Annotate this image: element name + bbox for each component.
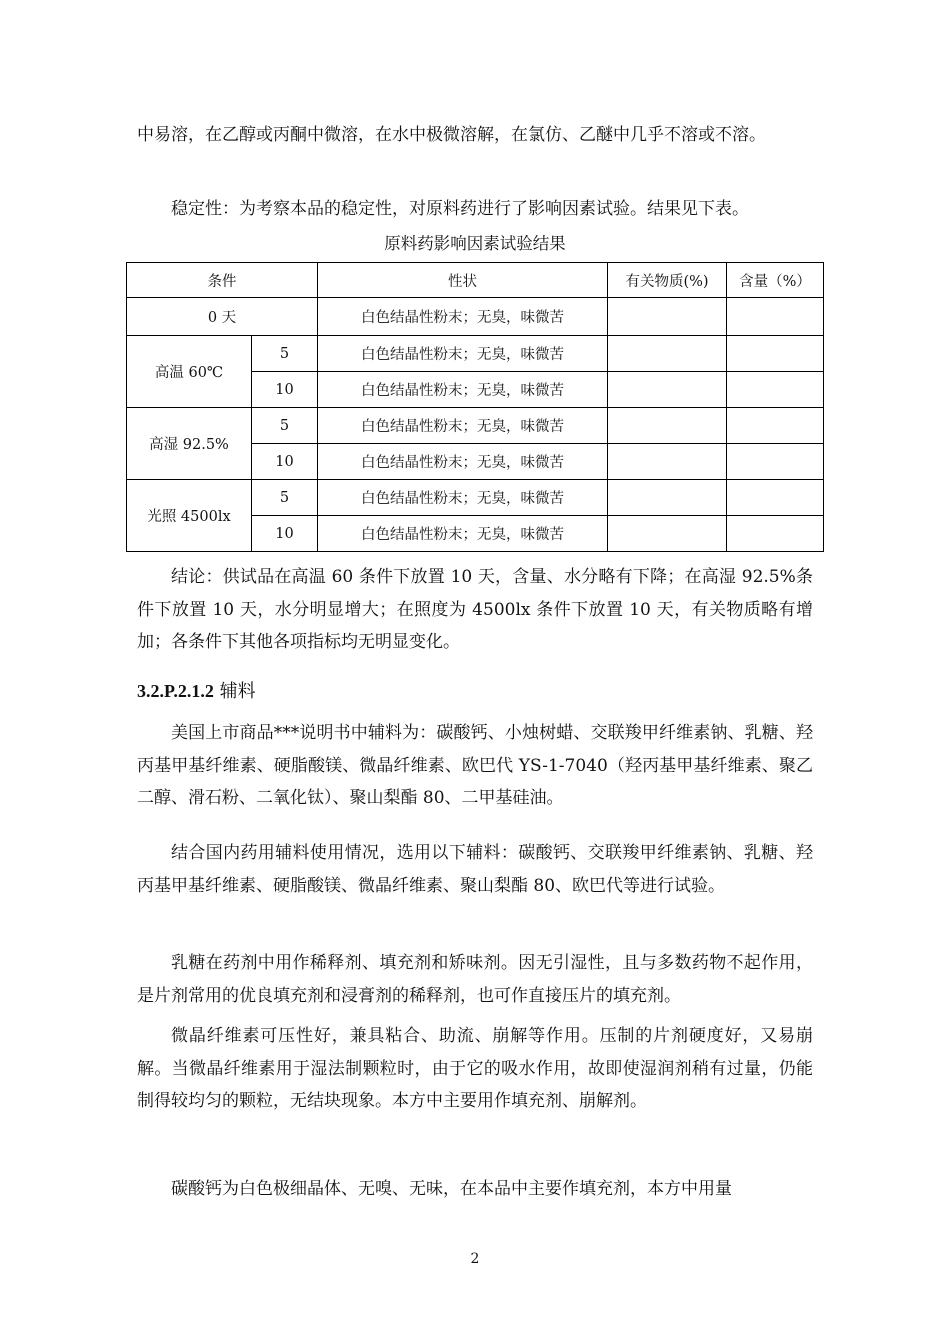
table-caption: 原料药影响因素试验结果 (384, 234, 566, 253)
header-related-substances: 有关物质(%) (608, 263, 727, 298)
header-condition: 条件 (127, 263, 318, 298)
related-cell (608, 408, 727, 444)
day-cell: 10 (252, 372, 318, 408)
appearance-cell: 白色结晶性粉末；无臭，味微苦 (318, 372, 608, 408)
content-cell (727, 298, 824, 336)
appearance-cell: 白色结晶性粉末；无臭，味微苦 (318, 298, 608, 336)
paragraph-mcc: 微晶纤维素可压性好，兼具粘合、助流、崩解等作用。压制的片剂硬度好，又易崩解。当微晶纤维素用于湿法制颗粒时，由于它的吸水作用，故即使湿润剂稍有过量，仍能制得较均匀的颗粒，无结块现象。本方中主要用作填充剂、崩解剂。 (137, 1026, 813, 1111)
paragraph-calcium-carbonate: 碳酸钙为白色极细晶体、无嗅、无味，在本品中主要作填充剂，本方中用量 (171, 1179, 732, 1199)
paragraph-selected-excipients: 结合国内药用辅料使用情况，选用以下辅料：碳酸钙、交联羧甲纤维素钠、乳糖、羟丙基甲基纤维素、硬脂酸镁、微晶纤维素、聚山梨酯 80、欧巴代等进行试验。 (137, 843, 813, 896)
content-cell (727, 444, 824, 480)
appearance-cell: 白色结晶性粉末；无臭，味微苦 (318, 516, 608, 552)
day0-label: 0 天 (127, 298, 318, 336)
paragraph-solubility: 中易溶，在乙醇或丙酮中微溶，在水中极微溶解，在氯仿、乙醚中几乎不溶或不溶。 (137, 125, 766, 145)
related-cell (608, 298, 727, 336)
day-cell: 5 (252, 480, 318, 516)
table-row (127, 480, 824, 516)
appearance-cell: 白色结晶性粉末；无臭，味微苦 (318, 444, 608, 480)
content-cell (727, 372, 824, 408)
related-cell (608, 372, 727, 408)
paragraph-stability: 稳定性：为考察本品的稳定性，对原料药进行了影响因素试验。结果见下表。 (171, 199, 749, 219)
day-cell: 10 (252, 444, 318, 480)
condition-high-temperature: 高温 60℃ (127, 336, 252, 408)
table-row (127, 408, 824, 444)
section-title: 辅料 (219, 681, 256, 702)
paragraph-conclusion: 结论：供试品在高温 60 条件下放置 10 天，含量、水分略有下降；在高湿 92.5%条件下放置 10 天，水分明显增大；在照度为 4500lx 条件下放置 10 天，有关物质略有增加；各条件下其他各项指标均无明显变化。 (137, 567, 813, 652)
related-cell (608, 480, 727, 516)
table-row (127, 298, 824, 336)
related-cell (608, 444, 727, 480)
appearance-cell: 白色结晶性粉末；无臭，味微苦 (318, 480, 608, 516)
table-row (127, 336, 824, 372)
condition-illumination: 光照 4500lx (127, 480, 252, 552)
paragraph-us-excipients: 美国上市商品***说明书中辅料为：碳酸钙、小烛树蜡、交联羧甲纤维素钠、乳糖、羟丙基甲基纤维素、硬脂酸镁、微晶纤维素、欧巴代 YS-1-7040（羟丙基甲基纤维素、聚乙二醇、滑石粉、二氧化钛）、聚山梨酯 80、二甲基硅油。 (137, 723, 813, 808)
paragraph-lactose: 乳糖在药剂中用作稀释剂、填充剂和矫味剂。因无引湿性，且与多数药物不起作用，是片剂常用的优良填充剂和浸膏剂的稀释剂，也可作直接压片的填充剂。 (137, 953, 813, 1006)
content-cell (727, 516, 824, 552)
section-heading (137, 676, 256, 707)
page-number: 2 (470, 1251, 480, 1267)
related-cell (608, 336, 727, 372)
stability-table (126, 262, 824, 552)
appearance-cell: 白色结晶性粉末；无臭，味微苦 (318, 408, 608, 444)
day-cell: 5 (252, 408, 318, 444)
related-cell (608, 516, 727, 552)
appearance-cell: 白色结晶性粉末；无臭，味微苦 (318, 336, 608, 372)
content-cell (727, 480, 824, 516)
content-cell (727, 336, 824, 372)
condition-high-humidity: 高湿 92.5% (127, 408, 252, 480)
section-number: 3.2.P.2.1.2 (137, 681, 214, 701)
day-cell: 10 (252, 516, 318, 552)
header-appearance: 性状 (318, 263, 608, 298)
content-cell (727, 408, 824, 444)
header-content: 含量（%） (727, 263, 824, 298)
table-header-row (127, 263, 824, 298)
day-cell: 5 (252, 336, 318, 372)
